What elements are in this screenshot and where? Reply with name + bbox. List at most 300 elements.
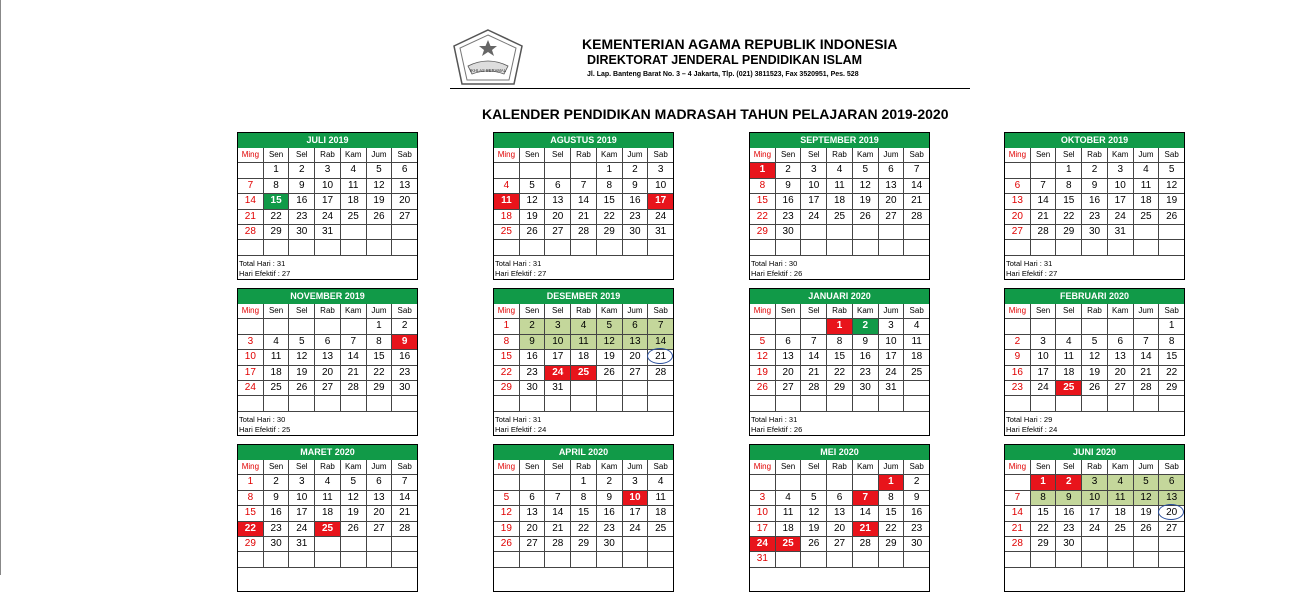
weekday-label: Sel	[1056, 304, 1082, 319]
day-cell: 15	[879, 506, 905, 521]
day-cell: 5	[494, 491, 520, 506]
day-cell: 10	[1108, 179, 1134, 194]
day-cell: 21	[341, 366, 367, 381]
day-cell: 16	[853, 350, 879, 365]
weekday-label: Kam	[1108, 304, 1134, 319]
day-cell: 8	[879, 491, 905, 506]
day-cell: 28	[571, 225, 597, 240]
week-row	[750, 537, 929, 552]
day-cell: 11	[776, 506, 802, 521]
empty-day-cell	[520, 475, 546, 490]
week-row	[1005, 366, 1184, 381]
day-cell: 2	[597, 475, 623, 490]
weekday-label: Kam	[341, 460, 367, 475]
effective-days-label: Hari Efektif : 24	[495, 424, 547, 434]
day-cell: 28	[392, 522, 417, 537]
empty-day-cell	[879, 396, 905, 411]
week-row	[750, 381, 929, 396]
empty-day-cell	[341, 225, 367, 240]
week-row	[494, 319, 673, 334]
day-cell: 14	[648, 335, 673, 350]
weekday-label: Jum	[623, 304, 649, 319]
empty-day-cell	[1056, 319, 1082, 334]
weekday-label: Rab	[1082, 304, 1108, 319]
empty-day-cell	[341, 396, 367, 411]
empty-day-cell	[827, 475, 853, 490]
day-cell: 7	[571, 179, 597, 194]
empty-day-cell	[1159, 225, 1184, 240]
weekday-label: Rab	[1082, 460, 1108, 475]
effective-days-label	[238, 581, 417, 591]
empty-day-cell	[1005, 319, 1031, 334]
empty-day-cell	[801, 240, 827, 255]
day-cell: 28	[1031, 225, 1057, 240]
day-cell: 11	[904, 335, 929, 350]
week-row	[1005, 396, 1184, 411]
day-cell: 31	[648, 225, 673, 240]
day-cell: 31	[879, 381, 905, 396]
address-line: Jl. Lap. Banteng Barat No. 3 – 4 Jakarta, Tlp. (021) 3811523, Fax 3520951, Pes. 528	[587, 71, 859, 78]
weekday-header-row	[494, 460, 673, 475]
empty-day-cell	[264, 396, 290, 411]
day-cell: 2	[392, 319, 417, 334]
day-cell: 27	[1005, 225, 1031, 240]
day-cell: 4	[1056, 335, 1082, 350]
weekday-label: Jum	[1134, 304, 1160, 319]
day-cell: 11	[571, 335, 597, 350]
empty-day-cell	[367, 225, 393, 240]
empty-day-cell	[341, 552, 367, 567]
day-cell: 8	[1056, 179, 1082, 194]
weekday-header-row	[238, 148, 417, 163]
day-cell: 26	[494, 537, 520, 552]
week-row	[494, 350, 673, 365]
empty-day-cell	[571, 552, 597, 567]
day-cell: 19	[341, 506, 367, 521]
weekday-header-row	[238, 460, 417, 475]
day-cell: 4	[904, 319, 929, 334]
effective-days-label: Hari Efektif : 27	[495, 268, 547, 278]
weekday-label: Rab	[571, 460, 597, 475]
day-cell: 20	[1005, 210, 1031, 225]
day-cell: 26	[750, 381, 776, 396]
week-row	[1005, 506, 1184, 521]
empty-day-cell	[623, 240, 649, 255]
empty-day-cell	[1031, 163, 1057, 178]
weekday-label: Ming	[494, 304, 520, 319]
day-cell: 16	[392, 350, 417, 365]
weekday-label: Rab	[827, 148, 853, 163]
week-row	[750, 396, 929, 411]
weekday-label: Kam	[1108, 460, 1134, 475]
empty-day-cell	[494, 163, 520, 178]
empty-day-cell	[623, 396, 649, 411]
day-cell: 27	[520, 537, 546, 552]
day-cell: 29	[571, 537, 597, 552]
day-cell: 7	[1134, 335, 1160, 350]
day-cell: 18	[904, 350, 929, 365]
day-cell: 4	[571, 319, 597, 334]
total-days-label: Total Hari : 31	[495, 258, 542, 268]
day-cell: 30	[1056, 537, 1082, 552]
total-days-label: Total Hari : 30	[751, 258, 798, 268]
day-cell: 15	[1159, 350, 1184, 365]
total-days-label: Total Hari : 31	[751, 414, 798, 424]
weekday-label: Ming	[750, 304, 776, 319]
day-cell: 15	[494, 350, 520, 365]
day-cell: 8	[597, 179, 623, 194]
effective-days-label: Hari Efektif : 27	[1006, 268, 1058, 278]
day-cell: 14	[1031, 194, 1057, 209]
week-row	[238, 537, 417, 552]
day-cell: 13	[623, 335, 649, 350]
empty-day-cell	[571, 381, 597, 396]
day-cell: 8	[1159, 335, 1184, 350]
day-cell: 23	[392, 366, 417, 381]
day-cell: 11	[827, 179, 853, 194]
weekday-label: Sab	[392, 148, 417, 163]
day-cell: 29	[494, 381, 520, 396]
week-row	[238, 240, 417, 255]
day-cell: 16	[597, 506, 623, 521]
day-cell: 24	[289, 522, 315, 537]
day-cell: 10	[1031, 350, 1057, 365]
month-calendar	[1004, 444, 1185, 592]
empty-day-cell	[776, 396, 802, 411]
weekday-label: Sel	[1056, 460, 1082, 475]
weekday-header-row	[494, 304, 673, 319]
empty-day-cell	[315, 537, 341, 552]
empty-day-cell	[1031, 319, 1057, 334]
day-cell: 31	[1108, 225, 1134, 240]
day-cell: 14	[392, 491, 417, 506]
day-cell: 6	[1005, 179, 1031, 194]
day-cell: 25	[827, 210, 853, 225]
day-cell: 7	[545, 491, 571, 506]
day-cell: 24	[1108, 210, 1134, 225]
weekday-header-row	[750, 460, 929, 475]
weekday-label: Sen	[1031, 148, 1057, 163]
weekday-label: Sen	[264, 148, 290, 163]
day-cell: 20	[1108, 366, 1134, 381]
weekday-header-row	[1005, 460, 1184, 475]
day-cell: 6	[879, 163, 905, 178]
day-cell: 17	[648, 194, 673, 209]
empty-day-cell	[853, 475, 879, 490]
day-cell: 23	[597, 522, 623, 537]
day-cell: 9	[1005, 350, 1031, 365]
empty-day-cell	[315, 396, 341, 411]
day-cell: 6	[315, 335, 341, 350]
empty-day-cell	[1056, 396, 1082, 411]
empty-day-cell	[1134, 225, 1160, 240]
weekday-label: Sen	[264, 460, 290, 475]
day-cell: 2	[623, 163, 649, 178]
weekday-label: Jum	[879, 460, 905, 475]
day-cell: 23	[264, 522, 290, 537]
day-cell: 1	[1056, 163, 1082, 178]
day-cell: 21	[801, 366, 827, 381]
day-cell: 27	[367, 522, 393, 537]
day-cell: 29	[1031, 537, 1057, 552]
empty-day-cell	[827, 396, 853, 411]
day-cell: 31	[750, 552, 776, 567]
month-title: MARET 2020	[238, 445, 417, 460]
day-cell: 17	[801, 194, 827, 209]
day-cell: 9	[623, 179, 649, 194]
day-cell: 25	[1134, 210, 1160, 225]
empty-day-cell	[1082, 396, 1108, 411]
day-cell: 14	[904, 179, 929, 194]
day-cell: 15	[367, 350, 393, 365]
day-cell: 5	[367, 163, 393, 178]
day-cell: 9	[904, 491, 929, 506]
empty-day-cell	[367, 552, 393, 567]
weekday-label: Rab	[315, 304, 341, 319]
day-cell: 6	[1108, 335, 1134, 350]
day-cell: 25	[341, 210, 367, 225]
day-cell: 19	[1134, 506, 1160, 521]
week-row	[494, 225, 673, 240]
header-divider	[450, 88, 970, 89]
empty-day-cell	[904, 381, 929, 396]
day-cell: 19	[367, 194, 393, 209]
week-row	[238, 225, 417, 240]
day-cell: 24	[238, 381, 264, 396]
empty-day-cell	[1005, 240, 1031, 255]
week-row	[750, 335, 929, 350]
effective-days-label: Hari Efektif : 26	[751, 424, 803, 434]
weekday-label: Ming	[1005, 304, 1031, 319]
week-row	[238, 350, 417, 365]
day-cell: 20	[1159, 506, 1184, 521]
empty-day-cell	[1108, 319, 1134, 334]
day-cell: 18	[776, 522, 802, 537]
day-cell: 26	[597, 366, 623, 381]
weekday-label: Sab	[904, 304, 929, 319]
month-calendar	[237, 444, 418, 592]
empty-day-cell	[1031, 552, 1057, 567]
weekday-label: Rab	[315, 148, 341, 163]
weekday-label: Sen	[1031, 460, 1057, 475]
empty-day-cell	[571, 240, 597, 255]
empty-day-cell	[1134, 240, 1160, 255]
day-cell: 21	[904, 194, 929, 209]
day-cell: 18	[827, 194, 853, 209]
day-cell: 5	[750, 335, 776, 350]
day-cell: 16	[1082, 194, 1108, 209]
day-cell: 23	[1056, 522, 1082, 537]
ministry-logo-icon	[452, 28, 524, 86]
week-row	[750, 366, 929, 381]
day-cell: 6	[1159, 475, 1184, 490]
week-row	[238, 491, 417, 506]
total-days-label	[494, 571, 673, 581]
empty-day-cell	[904, 240, 929, 255]
weekday-header-row	[1005, 304, 1184, 319]
weekday-header-row	[494, 148, 673, 163]
day-cell: 3	[315, 163, 341, 178]
day-cell: 26	[367, 210, 393, 225]
month-calendar	[493, 288, 674, 436]
day-cell: 24	[315, 210, 341, 225]
weekday-label: Sen	[520, 460, 546, 475]
day-cell: 13	[879, 179, 905, 194]
month-title: SEPTEMBER 2019	[750, 133, 929, 148]
day-cell: 2	[520, 319, 546, 334]
day-cell: 23	[1005, 381, 1031, 396]
empty-day-cell	[1082, 537, 1108, 552]
week-row	[238, 163, 417, 178]
day-cell: 21	[648, 350, 673, 365]
month-title: JANUARI 2020	[750, 289, 929, 304]
day-cell: 28	[341, 381, 367, 396]
empty-day-cell	[801, 319, 827, 334]
week-row	[238, 319, 417, 334]
weekday-label: Ming	[1005, 148, 1031, 163]
day-cell: 24	[750, 537, 776, 552]
month-title: AGUSTUS 2019	[494, 133, 673, 148]
empty-day-cell	[750, 475, 776, 490]
month-calendar	[493, 132, 674, 280]
day-cell: 24	[623, 522, 649, 537]
day-cell: 4	[776, 491, 802, 506]
day-cell: 19	[597, 350, 623, 365]
empty-day-cell	[315, 552, 341, 567]
day-cell: 3	[545, 319, 571, 334]
empty-day-cell	[1108, 552, 1134, 567]
day-cell: 20	[545, 210, 571, 225]
empty-day-cell	[367, 537, 393, 552]
day-cell: 28	[904, 210, 929, 225]
day-cell: 15	[1031, 506, 1057, 521]
weekday-label: Ming	[238, 460, 264, 475]
week-row	[494, 179, 673, 194]
day-cell: 14	[1005, 506, 1031, 521]
day-cell: 14	[238, 194, 264, 209]
weekday-header-row	[750, 148, 929, 163]
empty-day-cell	[853, 240, 879, 255]
day-cell: 25	[1056, 381, 1082, 396]
day-cell: 10	[545, 335, 571, 350]
empty-day-cell	[827, 552, 853, 567]
empty-day-cell	[1082, 240, 1108, 255]
empty-day-cell	[623, 381, 649, 396]
day-cell: 30	[264, 537, 290, 552]
day-cell: 30	[623, 225, 649, 240]
day-cell: 27	[776, 381, 802, 396]
day-cell: 2	[1056, 475, 1082, 490]
day-cell: 13	[776, 350, 802, 365]
day-cell: 27	[623, 366, 649, 381]
empty-day-cell	[597, 240, 623, 255]
day-cell: 24	[545, 366, 571, 381]
day-cell: 16	[289, 194, 315, 209]
weekday-label: Sel	[801, 304, 827, 319]
day-cell: 4	[264, 335, 290, 350]
day-cell: 12	[1134, 491, 1160, 506]
empty-day-cell	[264, 552, 290, 567]
day-cell: 23	[1082, 210, 1108, 225]
day-cell: 1	[1159, 319, 1184, 334]
empty-day-cell	[776, 552, 802, 567]
empty-day-cell	[392, 552, 417, 567]
day-cell: 7	[341, 335, 367, 350]
weekday-label: Rab	[315, 460, 341, 475]
day-cell: 28	[1005, 537, 1031, 552]
day-cell: 30	[289, 225, 315, 240]
day-cell: 16	[520, 350, 546, 365]
day-cell: 7	[648, 319, 673, 334]
month-calendar	[749, 288, 930, 436]
day-cell: 18	[571, 350, 597, 365]
page-left-border	[0, 0, 1, 575]
day-cell: 23	[853, 366, 879, 381]
empty-day-cell	[801, 475, 827, 490]
empty-day-cell	[392, 537, 417, 552]
day-cell: 14	[801, 350, 827, 365]
day-cell: 15	[827, 350, 853, 365]
day-cell: 8	[367, 335, 393, 350]
week-row	[750, 506, 929, 521]
day-cell: 25	[904, 366, 929, 381]
day-cell: 13	[315, 350, 341, 365]
day-cell: 4	[1134, 163, 1160, 178]
empty-day-cell	[494, 552, 520, 567]
day-cell: 15	[264, 194, 290, 209]
day-cell: 3	[1108, 163, 1134, 178]
empty-day-cell	[1159, 552, 1184, 567]
total-days-label	[1005, 571, 1184, 581]
day-cell: 23	[904, 522, 929, 537]
week-row	[750, 319, 929, 334]
total-days-label	[238, 571, 417, 581]
day-cell: 12	[494, 506, 520, 521]
weekday-label: Sel	[289, 460, 315, 475]
day-cell: 13	[367, 491, 393, 506]
day-cell: 28	[238, 225, 264, 240]
empty-day-cell	[367, 240, 393, 255]
empty-day-cell	[597, 396, 623, 411]
weekday-label: Ming	[1005, 460, 1031, 475]
weekday-label: Kam	[853, 304, 879, 319]
empty-day-cell	[341, 240, 367, 255]
weekday-header-row	[750, 304, 929, 319]
day-cell: 7	[392, 475, 417, 490]
day-cell: 6	[545, 179, 571, 194]
day-cell: 10	[315, 179, 341, 194]
day-cell: 26	[1082, 381, 1108, 396]
empty-day-cell	[623, 537, 649, 552]
weekday-label: Sel	[289, 304, 315, 319]
day-cell: 18	[264, 366, 290, 381]
weekday-label: Sen	[520, 304, 546, 319]
day-cell: 24	[801, 210, 827, 225]
empty-day-cell	[264, 319, 290, 334]
day-cell: 29	[879, 537, 905, 552]
day-cell: 21	[853, 522, 879, 537]
day-cell: 8	[827, 335, 853, 350]
day-cell: 21	[1005, 522, 1031, 537]
day-cell: 8	[494, 335, 520, 350]
empty-day-cell	[238, 240, 264, 255]
empty-day-cell	[597, 381, 623, 396]
empty-day-cell	[392, 225, 417, 240]
day-cell: 3	[750, 491, 776, 506]
day-cell: 7	[801, 335, 827, 350]
day-cell: 19	[1159, 194, 1184, 209]
weekday-header-row	[238, 304, 417, 319]
